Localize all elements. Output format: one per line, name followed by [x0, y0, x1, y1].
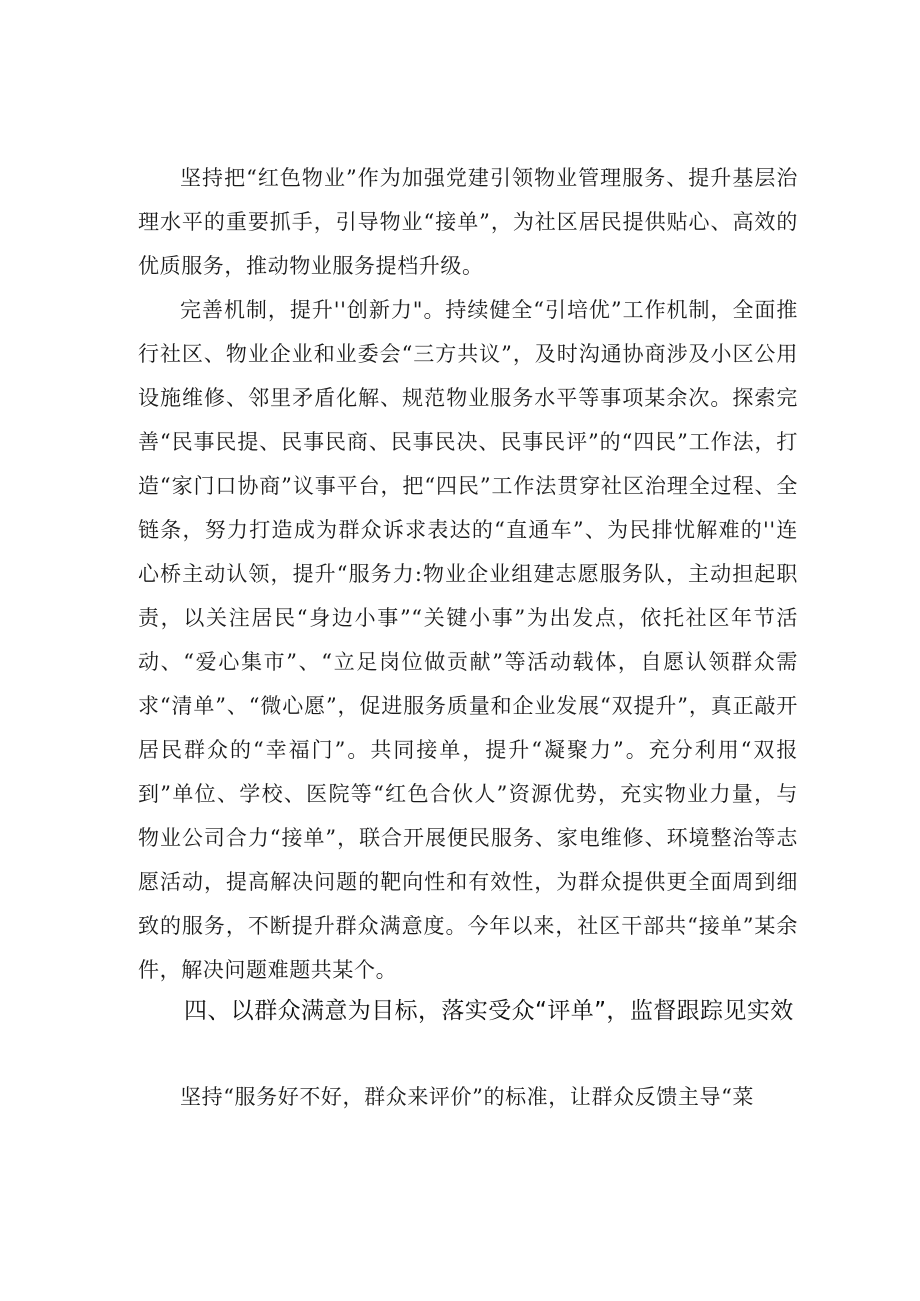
- section-heading: 四、以群众满意为目标，落实受众“评单”，监督跟踪见实效: [184, 998, 794, 1024]
- paragraph-mechanism: 完善机制，提升''创新力"。持续健全“引培优”工作机制，全面推行社区、物业企业和业委会“三方共议”，及时沟通协商涉及小区公用设施维修、邻里矛盾化解、规范物业服务水平等事项某余次。探索完善“民事民提、民事民商、民事民决、民事民评”的“四民”工作法，打造“家门口协商”议事平台，把“四民”工作法贯穿社区治理全过程、全链条，努力打造成为群众诉求表达的“直通车”、为民排忧解难的''连心桥主动认领，提升“服务力:物业企业组建志愿服务队，主动担起职责，以关注居民“身边小事”“关键小事”为出发点，依托社区年节活动、“爱心集市”、“立足岗位做贡献”等活动载体，自愿认领群众需求“清单”、“微心愿”，促进服务质量和企业发展“双提升”，真正敲开居民群众的“幸福门”。共同接单，提升“凝聚力”。充分利用“双报到”单位、学校、医院等“红色合伙人”资源优势，充实物业力量，与物业公司合力“接单”，联合开展便民服务、家电维修、环境整治等志愿活动，提高解决问题的靶向性和有效性，为群众提供更全面周到细致的服务，不断提升群众满意度。今年以来，社区干部共“接单”某余件，解决问题难题共某个。: [138, 298, 798, 982]
- paragraph-evaluation: 坚持“服务好不好，群众来评价”的标准，让群众反馈主导“菜: [180, 1085, 755, 1109]
- paragraph-red-property: 坚持把“红色物业”作为加强党建引领物业管理服务、提升基层治理水平的重要抓手，引导物业“接单”，为社区居民提供贴心、高效的优质服务，推动物业服务提档升级。: [138, 166, 798, 278]
